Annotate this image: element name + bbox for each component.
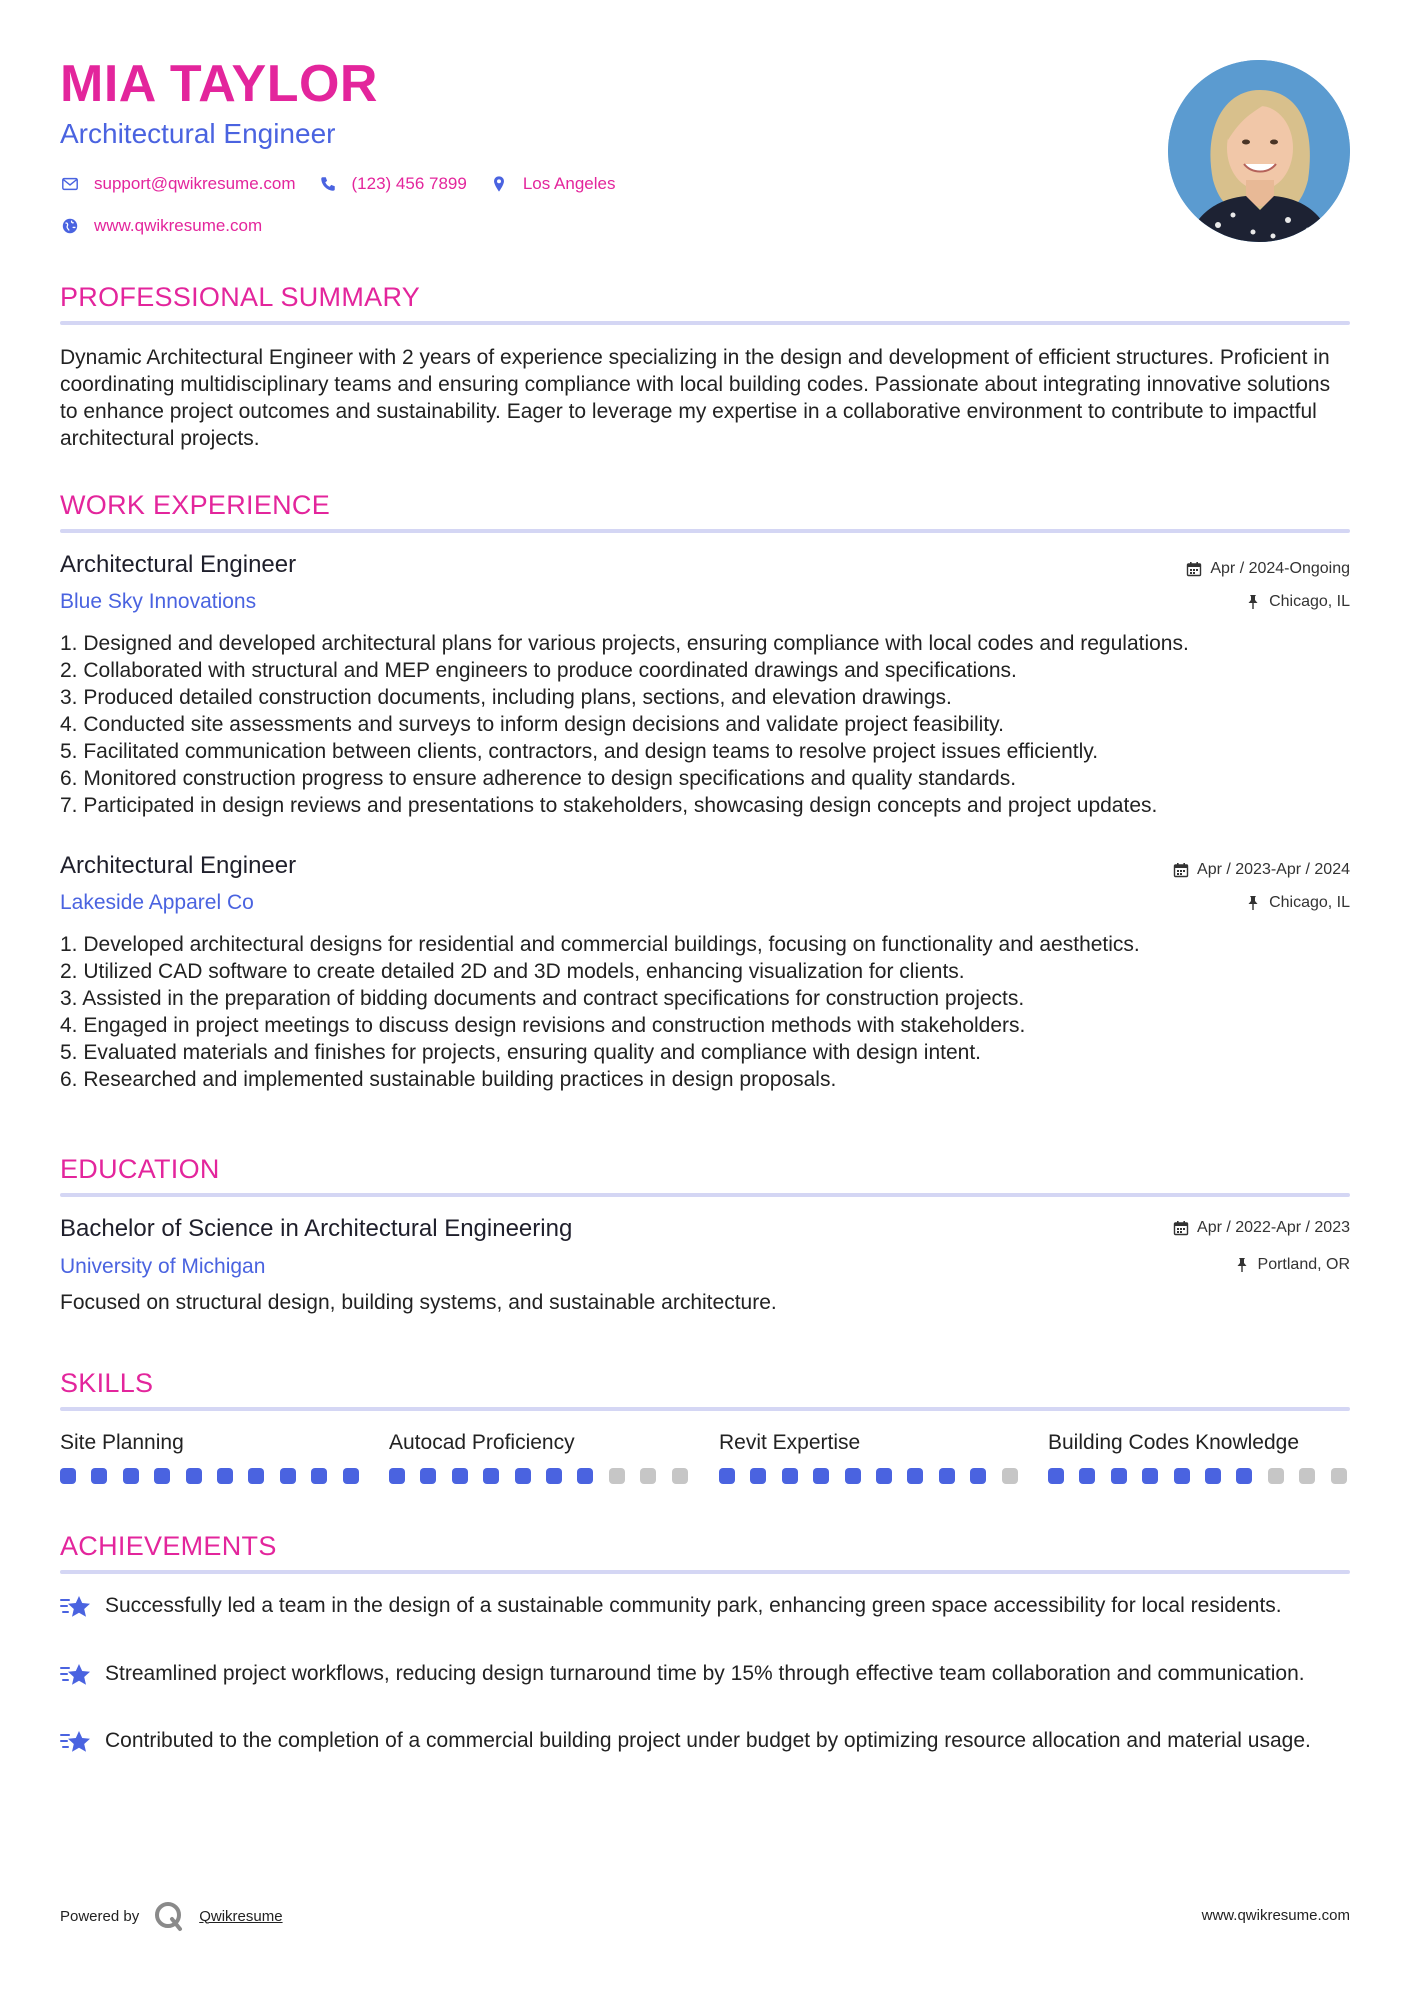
contact-phone[interactable] [318,174,467,194]
skill-dot-filled [248,1468,264,1484]
calendar-icon [1173,1220,1189,1236]
education-divider [60,1193,1350,1197]
website-text: www.qwikresume.com [94,216,263,235]
profile-photo [1168,60,1350,242]
footer-powered-by [60,1900,283,1932]
skill-rating [60,1468,374,1484]
education-heading: EDUCATION [60,1154,220,1184]
job-dates-text: Apr / 2023-Apr / 2024 [1197,861,1350,878]
skill-dot-filled [876,1468,892,1484]
list-item: 3. Produced detailed construction documents, including plans, sections, and elevation drawings. [60,686,952,709]
skills-divider [60,1407,1350,1411]
education-dates-text: Apr / 2022-Apr / 2023 [1197,1219,1350,1236]
skill-dot-filled [515,1468,531,1484]
contact-location [489,174,616,194]
job-bullets [60,630,1360,819]
list-item: 4. Engaged in project meetings to discuss design revisions and construction methods with stakeholders. [60,1014,1026,1037]
achievement-item [60,1592,1350,1622]
powered-by-label: Powered by [60,1907,140,1925]
location-text: Los Angeles [522,174,616,193]
education-location-text: Portland, OR [1257,1256,1350,1273]
list-item: 6. Researched and implemented sustainable building practices in design proposals. [60,1068,837,1091]
brand-link[interactable]: Qwikresume [199,1907,283,1925]
achievements-divider [60,1570,1350,1574]
qwikresume-logo-icon [153,1900,185,1932]
star-badge-icon [60,1729,92,1757]
skill-dot-filled [813,1468,829,1484]
skill-dot-filled [60,1468,76,1484]
candidate-title: Architectural Engineer [60,118,336,149]
skill-dot-filled [782,1468,798,1484]
job-bullets [60,931,1360,1093]
skill-rating [389,1468,703,1484]
achievements-heading: ACHIEVEMENTS [60,1531,277,1561]
phone-text: (123) 456 7899 [351,174,467,193]
pushpin-icon [1245,594,1261,610]
skill-dot-filled [217,1468,233,1484]
skill-dot-empty [672,1468,688,1484]
list-item: 2. Collaborated with structural and MEP engineers to produce coordinated drawings and specifications. [60,659,1017,682]
job-location-text: Chicago, IL [1269,894,1350,911]
skill-item [1048,1432,1348,1456]
globe-icon [60,216,80,236]
skill-dot-filled [845,1468,861,1484]
education-dates [1173,1220,1350,1236]
achievement-text: Successfully led a team in the design of a sustainable community park, enhancing green space accessibility for local residents. [105,1594,1282,1617]
star-badge-icon [60,1594,92,1622]
skill-dot-filled [483,1468,499,1484]
skill-dot-filled [452,1468,468,1484]
achievement-text: Streamlined project workflows, reducing design turnaround time by 15% through effective team collaboration and communication. [105,1662,1305,1685]
skill-dot-filled [1111,1468,1127,1484]
list-item: 1. Developed architectural designs for residential and commercial buildings, focusing on functionality and aesthetics. [60,933,1140,956]
calendar-icon [1186,561,1202,577]
skill-dot-filled [420,1468,436,1484]
list-item: 1. Designed and developed architectural plans for various projects, ensuring compliance with local codes and regulations. [60,632,1189,655]
contact-website[interactable] [60,216,262,236]
job-dates [1186,561,1350,577]
skill-dot-filled [1048,1468,1064,1484]
education-location [1234,1257,1350,1273]
list-item: 7. Participated in design reviews and presentations to stakeholders, showcasing design concepts and project updates. [60,794,1158,817]
skill-item [60,1432,360,1456]
experience-divider [60,529,1350,533]
skill-dot-filled [343,1468,359,1484]
skill-dot-filled [186,1468,202,1484]
skill-name: Autocad Proficiency [389,1431,575,1454]
star-badge-icon [60,1662,92,1690]
skill-dot-filled [154,1468,170,1484]
email-text: support@qwikresume.com [94,174,296,193]
skill-dot-empty [1268,1468,1284,1484]
skill-dot-empty [640,1468,656,1484]
list-item: 3. Assisted in the preparation of bidding documents and contract specifications for construction projects. [60,987,1025,1010]
skill-dot-filled [1142,1468,1158,1484]
school-name: University of Michigan [60,1255,266,1278]
job-location [1245,895,1350,911]
skill-dot-empty [1299,1468,1315,1484]
job-location [1245,594,1350,610]
skill-dot-filled [311,1468,327,1484]
skill-dot-empty [1002,1468,1018,1484]
skill-dot-filled [1079,1468,1095,1484]
list-item: 2. Utilized CAD software to create detailed 2D and 3D models, enhancing visualization for clients. [60,960,965,983]
summary-text: Dynamic Architectural Engineer with 2 years of experience specializing in the design and development of efficient structures. Proficient in coordinating multidisciplinary teams and ensuring compliance with local building codes. Passionate about integrating innovative solutions to enhance project outcomes and sustainability. Eager to leverage my expertise in a collaborative environment to contribute to impactful architectural projects. [60,346,1331,450]
summary-heading: PROFESSIONAL SUMMARY [60,282,421,312]
skill-dot-filled [91,1468,107,1484]
contact-row [60,174,637,194]
skill-dot-empty [609,1468,625,1484]
job-dates-text: Apr / 2024-Ongoing [1210,560,1350,577]
job-company: Blue Sky Innovations [60,590,257,613]
footer-url[interactable]: www.qwikresume.com [1201,1907,1350,1924]
skill-dot-filled [719,1468,735,1484]
achievement-text: Contributed to the completion of a commercial building project under budget by optimizing resource allocation and material usage. [105,1729,1311,1752]
job-title: Architectural Engineer [60,551,297,578]
job-company: Lakeside Apparel Co [60,891,254,914]
experience-heading: WORK EXPERIENCE [60,490,331,520]
skill-name: Site Planning [60,1431,184,1454]
skill-dot-filled [280,1468,296,1484]
education-description: Focused on structural design, building systems, and sustainable architecture. [60,1291,777,1314]
map-pin-icon [489,174,509,194]
degree-title: Bachelor of Science in Architectural Engineering [60,1215,573,1242]
skill-dot-filled [546,1468,562,1484]
skill-dot-filled [389,1468,405,1484]
skill-name: Revit Expertise [719,1431,861,1454]
skill-rating [719,1468,1033,1484]
contact-email[interactable] [60,174,296,194]
candidate-name: MIA TAYLOR [60,55,378,113]
skill-name: Building Codes Knowledge [1048,1431,1300,1454]
skill-dot-filled [939,1468,955,1484]
skill-dot-filled [1174,1468,1190,1484]
job-title: Architectural Engineer [60,852,297,879]
job-location-text: Chicago, IL [1269,593,1350,610]
skill-dot-filled [750,1468,766,1484]
phone-icon [318,174,338,194]
pushpin-icon [1234,1257,1250,1273]
skill-dot-filled [577,1468,593,1484]
list-item: 5. Facilitated communication between clients, contractors, and design teams to resolve project issues efficiently. [60,740,1099,763]
job-dates [1173,862,1350,878]
skills-heading: SKILLS [60,1368,154,1398]
skill-item [719,1432,1019,1456]
envelope-icon [60,174,80,194]
skill-dot-filled [1236,1468,1252,1484]
skill-dot-filled [970,1468,986,1484]
list-item: 4. Conducted site assessments and surveys to inform design decisions and validate project feasibility. [60,713,1004,736]
summary-divider [60,321,1350,325]
skill-dot-filled [123,1468,139,1484]
list-item: 6. Monitored construction progress to ensure adherence to design specifications and quality standards. [60,767,1017,790]
contact-row-website [60,216,284,236]
achievement-item [60,1727,1350,1757]
skill-dot-empty [1331,1468,1347,1484]
skill-rating [1048,1468,1362,1484]
list-item: 5. Evaluated materials and finishes for projects, ensuring quality and compliance with design intent. [60,1041,982,1064]
skill-item [389,1432,689,1456]
calendar-icon [1173,862,1189,878]
pushpin-icon [1245,895,1261,911]
achievement-item [60,1660,1350,1690]
skill-dot-filled [907,1468,923,1484]
skill-dot-filled [1205,1468,1221,1484]
